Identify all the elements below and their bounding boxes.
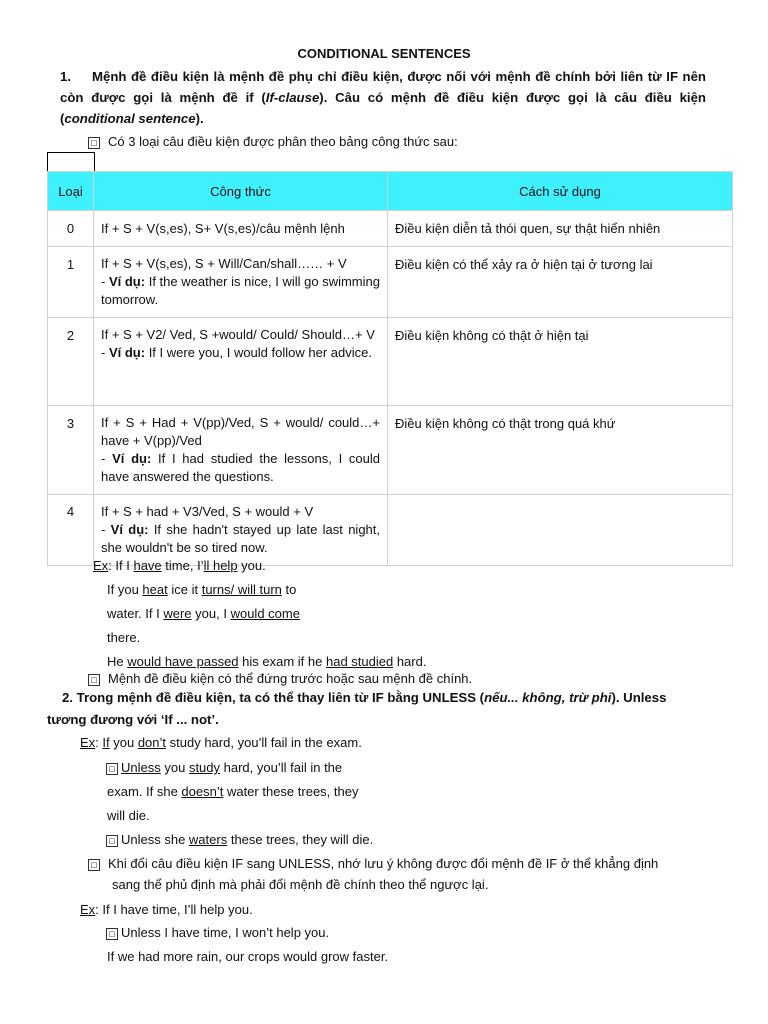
- example2-line5: [106, 832, 373, 847]
- row-usage: Điều kiện có thể xảy ra ở hiện tại ở tương lai: [388, 247, 733, 318]
- text: you, I: [191, 606, 231, 621]
- row-formula-cell: If + S + V(s,es), S + Will/Can/shall…… + V - Ví dụ: If the weather is nice, I will go swimming tomorrow.: [94, 247, 388, 318]
- table-row: [48, 211, 733, 247]
- row-formula: If + S + Had + V(pp)/Ved, S + would/ could…+ have + V(pp)/Ved: [101, 415, 380, 448]
- page-title: CONDITIONAL SENTENCES: [297, 46, 471, 61]
- text: Unless she: [121, 832, 189, 847]
- text: :: [95, 735, 103, 750]
- row-usage: Điều kiện không có thật ở hiện tại: [388, 318, 733, 406]
- position-bullet: [88, 671, 472, 686]
- example-label: Ví dụ:: [108, 345, 146, 360]
- text: exam. If she: [107, 784, 182, 799]
- underlined-text: would come: [230, 606, 300, 621]
- example-text: If she hadn't stayed up late last night, she wouldn't be so tired now.: [101, 522, 381, 555]
- table-row: [48, 318, 733, 406]
- underlined-text: study: [188, 760, 221, 775]
- underlined-text: were: [163, 606, 192, 621]
- bullet-icon: □: [88, 137, 100, 149]
- text: He: [107, 654, 128, 669]
- header-cach-su-dung: Cách sử dụng: [388, 172, 733, 211]
- example-text: If I were you, I would follow her advice.: [148, 345, 372, 360]
- row-formula-cell: If + S + Had + V(pp)/Ved, S + would/ could…+ have + V(pp)/Ved - Ví dụ: If I had studied the lessons, I could have answered the questions.: [94, 406, 388, 495]
- example3-line1: [80, 902, 253, 917]
- unless-bullet-line2: sang thể phủ định mà phải đổi mệnh đề chính theo thể ngược lại.: [112, 877, 489, 892]
- underlined-text: turns/ will turn: [201, 582, 282, 597]
- table-header-row: [48, 172, 733, 211]
- bullet-icon: □: [106, 928, 118, 940]
- row-usage: Điều kiện diễn tả thói quen, sự thật hiển nhiên: [388, 211, 733, 247]
- row-type: 1: [48, 247, 94, 318]
- section-2-line2: tương đương với ‘If ... not’.: [47, 712, 219, 727]
- underlined-text: don’t: [137, 735, 167, 750]
- unless-bullet-line1: [88, 856, 658, 871]
- text: ). Unless: [611, 690, 667, 705]
- text: ice it: [167, 582, 202, 597]
- underlined-text: ll help: [203, 558, 238, 573]
- text: hard, you’ll fail in the: [220, 760, 343, 775]
- example3-line3: If we had more rain, our crops would grow faster.: [107, 949, 389, 964]
- example1-line2: [107, 582, 296, 597]
- section-1-number: 1.: [60, 69, 71, 84]
- row-formula-cell: If + S + V2/ Ved, S +would/ Could/ Should…+ V - Ví dụ: If I were you, I would follow her advice.: [94, 318, 388, 406]
- example1-line4: there.: [107, 630, 141, 645]
- text: 2. Trong mệnh đề điều kiện, ta có thể thay liên từ IF bằng UNLESS (: [62, 690, 485, 705]
- example2-line3: [107, 784, 358, 799]
- table-corner-box: [47, 152, 95, 172]
- italic-text: nếu... không, trừ phi: [484, 690, 612, 705]
- example2-line4: will die.: [107, 808, 150, 823]
- row-formula: If + S + V2/ Ved, S +would/ Could/ Should…+ V: [101, 327, 375, 342]
- bullet-icon: □: [88, 674, 100, 686]
- ex-label: Ex: [80, 735, 96, 750]
- row-usage: [388, 495, 733, 566]
- example-label: Ví dụ:: [112, 451, 152, 466]
- section-1-text-a: Mệnh đề điều kiện là mệnh đề phụ chỉ điều kiện, được nối với mệnh đề chính bởi liên từ IF nên còn được gọi là mệnh đề if (: [60, 69, 706, 105]
- example-label: Ví dụ:: [110, 522, 149, 537]
- ex-label: Ex: [93, 558, 109, 573]
- header-loai: Loại: [48, 172, 94, 211]
- text: hard.: [393, 654, 427, 669]
- row-type: 4: [48, 495, 94, 566]
- text: : If I: [108, 558, 134, 573]
- text: water these trees, they: [223, 784, 359, 799]
- example-text: If the weather is nice, I will go swimming tomorrow.: [101, 274, 380, 307]
- row-type: 0: [48, 211, 94, 247]
- section-1-italic-a: If-clause: [265, 90, 320, 105]
- example2-line1: [80, 735, 362, 750]
- text: water. If I: [107, 606, 164, 621]
- underlined-text: Unless: [121, 760, 161, 775]
- table-row: [48, 406, 733, 495]
- underlined-text: have: [133, 558, 162, 573]
- text: to: [281, 582, 297, 597]
- example-text: If I had studied the lessons, I could have answered the questions.: [101, 451, 380, 484]
- section-2-line1: [62, 690, 666, 705]
- text: : If I have time, I’ll help you.: [95, 902, 253, 917]
- underlined-text: doesn’t: [181, 784, 224, 799]
- underlined-text: heat: [142, 582, 168, 597]
- section-1-text-b: ). Câu có mệnh đề điều kiện được gọi là câu điều kiện (: [60, 90, 706, 126]
- text: time, I’: [161, 558, 204, 573]
- row-type: 2: [48, 318, 94, 406]
- bullet-icon: □: [106, 763, 118, 775]
- intro-bullet-text: Có 3 loại câu điều kiện được phân theo bảng công thức sau:: [108, 134, 458, 149]
- section-1-paragraph: [60, 66, 706, 129]
- table-row: [48, 247, 733, 318]
- text: study hard, you’ll fail in the exam.: [166, 735, 362, 750]
- ex-label: Ex: [80, 902, 96, 917]
- example3-line2: [106, 925, 329, 940]
- text: you: [109, 735, 138, 750]
- example1-line3: [107, 606, 300, 621]
- row-usage: Điều kiện không có thật trong quá khứ: [388, 406, 733, 495]
- example2-line2: [106, 760, 342, 775]
- example1-line1: [93, 558, 266, 573]
- underlined-text: If: [102, 735, 110, 750]
- row-formula: If + S + had + V3/Ved, S + would + V: [101, 504, 314, 519]
- row-type: 3: [48, 406, 94, 495]
- text: you.: [237, 558, 266, 573]
- conditional-table: [47, 171, 733, 566]
- bullet-icon: □: [106, 835, 118, 847]
- row-formula: If + S + V(s,es), S + Will/Can/shall…… + V: [101, 256, 347, 271]
- underlined-text: waters: [188, 832, 228, 847]
- text: his exam if he: [238, 654, 326, 669]
- row-formula-cell: If + S + had + V3/Ved, S + would + V - Ví dụ: If she hadn't stayed up late last night, she wouldn't be so tired now.: [94, 495, 388, 566]
- text: If you: [107, 582, 143, 597]
- text: Unless I have time, I won’t help you.: [121, 925, 330, 940]
- table-row: [48, 495, 733, 566]
- section-1-italic-b: conditional sentence: [64, 111, 196, 126]
- row-formula: If + S + V(s,es), S+ V(s,es)/câu mệnh lệnh: [94, 211, 388, 247]
- position-bullet-text: Mệnh đề điều kiện có thể đứng trước hoặc sau mệnh đề chính.: [108, 671, 473, 686]
- underlined-text: would have passed: [127, 654, 239, 669]
- section-1-text-c: ).: [195, 111, 204, 126]
- header-cong-thuc: Công thức: [94, 172, 388, 211]
- underlined-text: had studied: [325, 654, 394, 669]
- bullet-icon: □: [88, 859, 100, 871]
- text: you: [160, 760, 189, 775]
- example-label: Ví dụ:: [108, 274, 146, 289]
- text: these trees, they will die.: [227, 832, 374, 847]
- intro-bullet: [88, 134, 458, 149]
- unless-bullet-text-a: Khi đổi câu điều kiện IF sang UNLESS, nhớ lưu ý không được đổi mệnh đề IF ở thể khẳng định: [108, 856, 659, 871]
- example1-line5: [107, 654, 426, 669]
